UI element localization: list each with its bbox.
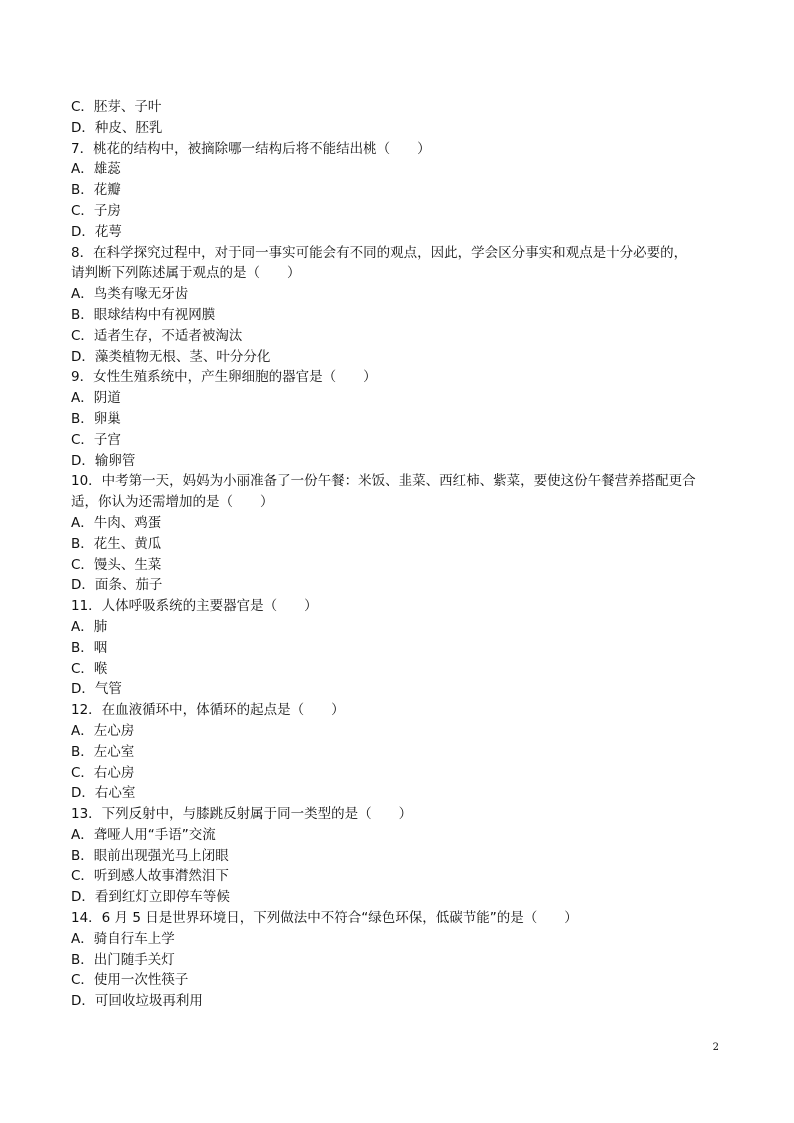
option-a-q11: A．肺 (71, 618, 108, 635)
option-d-q11: D．气管 (71, 681, 122, 698)
document-body (71, 97, 726, 1012)
option-a-q10: A．牛肉、鸡蛋 (71, 514, 162, 531)
page-number: 2 (712, 1042, 719, 1053)
option-b-q13: B．眼前出现强光马上闭眼 (71, 847, 229, 864)
option-b-q7: B．花瓣 (71, 182, 121, 199)
option-d-q9: D．输卵管 (71, 452, 136, 469)
option-d-q8: D．藻类植物无根、茎、叶分分化 (71, 348, 271, 365)
option-d-q12: D．右心室 (71, 785, 136, 802)
option-b-q14: B．出门随手关灯 (71, 951, 175, 968)
option-a-q13: A．聋哑人用“手语”交流 (71, 826, 216, 843)
option-d-q7: D．花萼 (71, 223, 122, 240)
question-10-line2: 适，你认为还需增加的是（ ） (71, 494, 274, 511)
option-c-q8: C．适者生存，不适者被淘汰 (71, 327, 243, 344)
option-a-q9: A．阴道 (71, 390, 121, 407)
question-7: 7．桃花的结构中，被摘除哪一结构后将不能结出桃（ ） (71, 140, 431, 157)
option-a-q14: A．骑自行车上学 (71, 930, 175, 947)
option-b-q9: B．卵巢 (71, 410, 121, 427)
question-11: 11．人体呼吸系统的主要器官是（ ） (71, 598, 318, 615)
option-c-q12: C．右心房 (71, 764, 135, 781)
option-d-q14: D．可回收垃圾再利用 (71, 993, 203, 1010)
option-c-q6: C．胚芽、子叶 (71, 99, 162, 115)
option-c-q10: C．馒头、生菜 (71, 556, 162, 573)
option-c-q11: C．喉 (71, 660, 108, 677)
option-a-q12: A．左心房 (71, 722, 135, 739)
option-b-q12: B．左心室 (71, 743, 135, 760)
option-d-q6: D．种皮、胚乳 (71, 119, 163, 136)
option-d-q10: D．面条、茄子 (71, 577, 163, 594)
question-8-line1: 8．在科学探究过程中，对于同一事实可能会有不同的观点，因此，学会区分事实和观点是十分必要的， (71, 244, 688, 261)
option-c-q9: C．子宫 (71, 431, 121, 448)
question-14: 14．6 月 5 日是世界环境日，下列做法中不符合“绿色环保，低碳节能”的是（ ） (71, 910, 578, 927)
question-8-line2: 请判断下列陈述属于观点的是（ ） (71, 265, 301, 282)
question-13: 13．下列反射中，与膝跳反射属于同一类型的是（ ） (71, 806, 413, 823)
option-c-q13: C．听到感人故事潸然泪下 (71, 868, 229, 885)
option-b-q11: B．咽 (71, 639, 108, 656)
option-c-q14: C．使用一次性筷子 (71, 972, 189, 989)
option-a-q8: A．鸟类有喙无牙齿 (71, 286, 189, 303)
option-c-q7: C．子房 (71, 202, 121, 219)
option-d-q13: D．看到红灯立即停车等候 (71, 889, 230, 906)
question-10-line1: 10．中考第一天，妈妈为小丽准备了一份午餐：米饭、韭菜、西红柿、紫菜，要使这份午餐营养搭配更合 (71, 473, 696, 490)
option-b-q8: B．眼球结构中有视网膜 (71, 306, 216, 323)
question-12: 12．在血液循环中，体循环的起点是（ ） (71, 702, 345, 719)
option-a-q7: A．雄蕊 (71, 161, 121, 178)
question-9: 9．女性生殖系统中，产生卵细胞的器官是（ ） (71, 369, 377, 386)
option-b-q10: B．花生、黄瓜 (71, 535, 162, 552)
